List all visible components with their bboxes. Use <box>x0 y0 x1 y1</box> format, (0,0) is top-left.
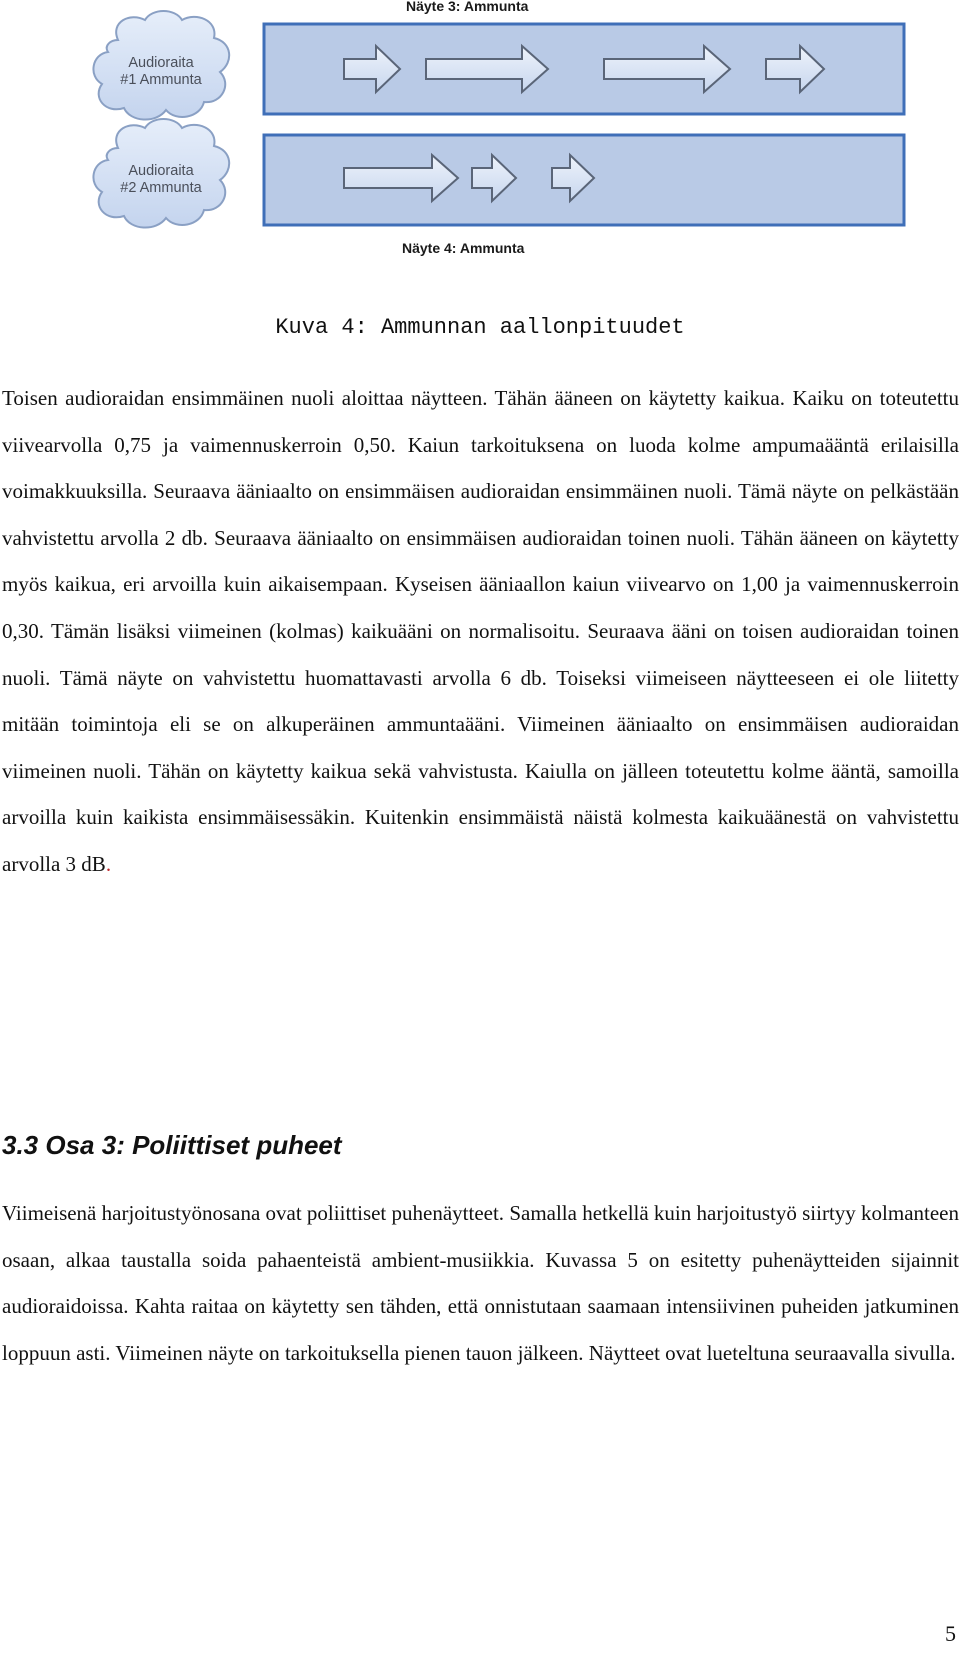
paragraph-poliittiset-puheet: Viimeisenä harjoitustyönosana ovat poliittiset puhenäytteet. Samalla hetkellä kuin harjoitustyö siirtyy kolmanteen osaan, alkaa taustalla soida pahaenteistä ambient-musiikkia. Kuvassa 5 on esitetty puhenäytteiden sijainnit audioraidoissa. Kahta raitaa on käytetty sen tähden, että onnistutaan saamaan intensiivinen puheiden jatkuminen loppuun asti. Viimeinen näyte on tarkoituksella pienen tauon jälkeen. Näytteet ovat lueteltuna seuraavalla sivulla. <box>2 1201 959 1365</box>
cloud-1-label-line1: Audioraita <box>128 55 194 71</box>
page-number: 5 <box>945 1621 956 1646</box>
cloud-2-label-line2: #2 Ammunta <box>120 180 202 196</box>
cloud-2-label <box>106 163 216 197</box>
cloud-1-label <box>106 55 216 89</box>
ammunta-figure <box>0 0 960 290</box>
paragraph-ammunta <box>2 375 959 888</box>
section-heading: 3.3 Osa 3: Poliittiset puheet <box>2 1130 342 1160</box>
paragraph-ammunta-end: . <box>105 851 112 876</box>
figure-caption: Kuva 4: Ammunnan aallonpituudet <box>275 315 685 340</box>
paragraph-ammunta-text: Toisen audioraidan ensimmäinen nuoli aloittaa näytteen. Tähän ääneen on käytetty kaikua. Kaiku on toteutettu viivearvolla 0,75 ja vaimennuskerroin 0,50. Kaiun tarkoituksena on luoda kolme ampumaääntä erilaisilla voimakkuuksilla. Seuraava ääniaalto on ensimmäisen audioraidan ensimmäinen nuoli. Tämä näyte on pelkästään vahvistettu arvolla 2 db. Seuraava ääniaalto on ensimmäisen audioraidan toinen nuoli. Tähän ääneen on käytetty myös kaikua, eri arvoilla kuin aikaisempaan. Kyseisen ääniaallon kaiun viivearvo on 1,00 ja vaimennuskerroin 0,30. Tämän lisäksi viimeinen (kolmas) kaikuääni on normalisoitu. Seuraava ääni on toisen audioraidan toinen nuoli. Tämä näyte on vahvistettu huomattavasti arvolla 6 db. Toiseksi viimeiseen näytteeseen ei ole liitetty mitään toimintoja eli se on alkuperäinen ammuntaääni. Viimeinen ääniaalto on ensimmäisen audioraidan viimeinen nuoli. Tähän on käytetty kaikua sekä vahvistusta. Kaiulla on jälleen toteutettu kolme ääntä, samoilla arvoilla kuin kaikista ensimmäisessäkin. Kuitenkin ensimmäistä näistä kolmesta kaikuäänestä on vahvistettu arvolla 3 dB <box>2 386 959 876</box>
cloud-1-label-line2: #1 Ammunta <box>120 72 202 88</box>
label-nayte-3: Näyte 3: Ammunta <box>406 0 529 14</box>
cloud-2-label-line1: Audioraita <box>128 163 194 179</box>
label-nayte-4: Näyte 4: Ammunta <box>402 240 525 256</box>
